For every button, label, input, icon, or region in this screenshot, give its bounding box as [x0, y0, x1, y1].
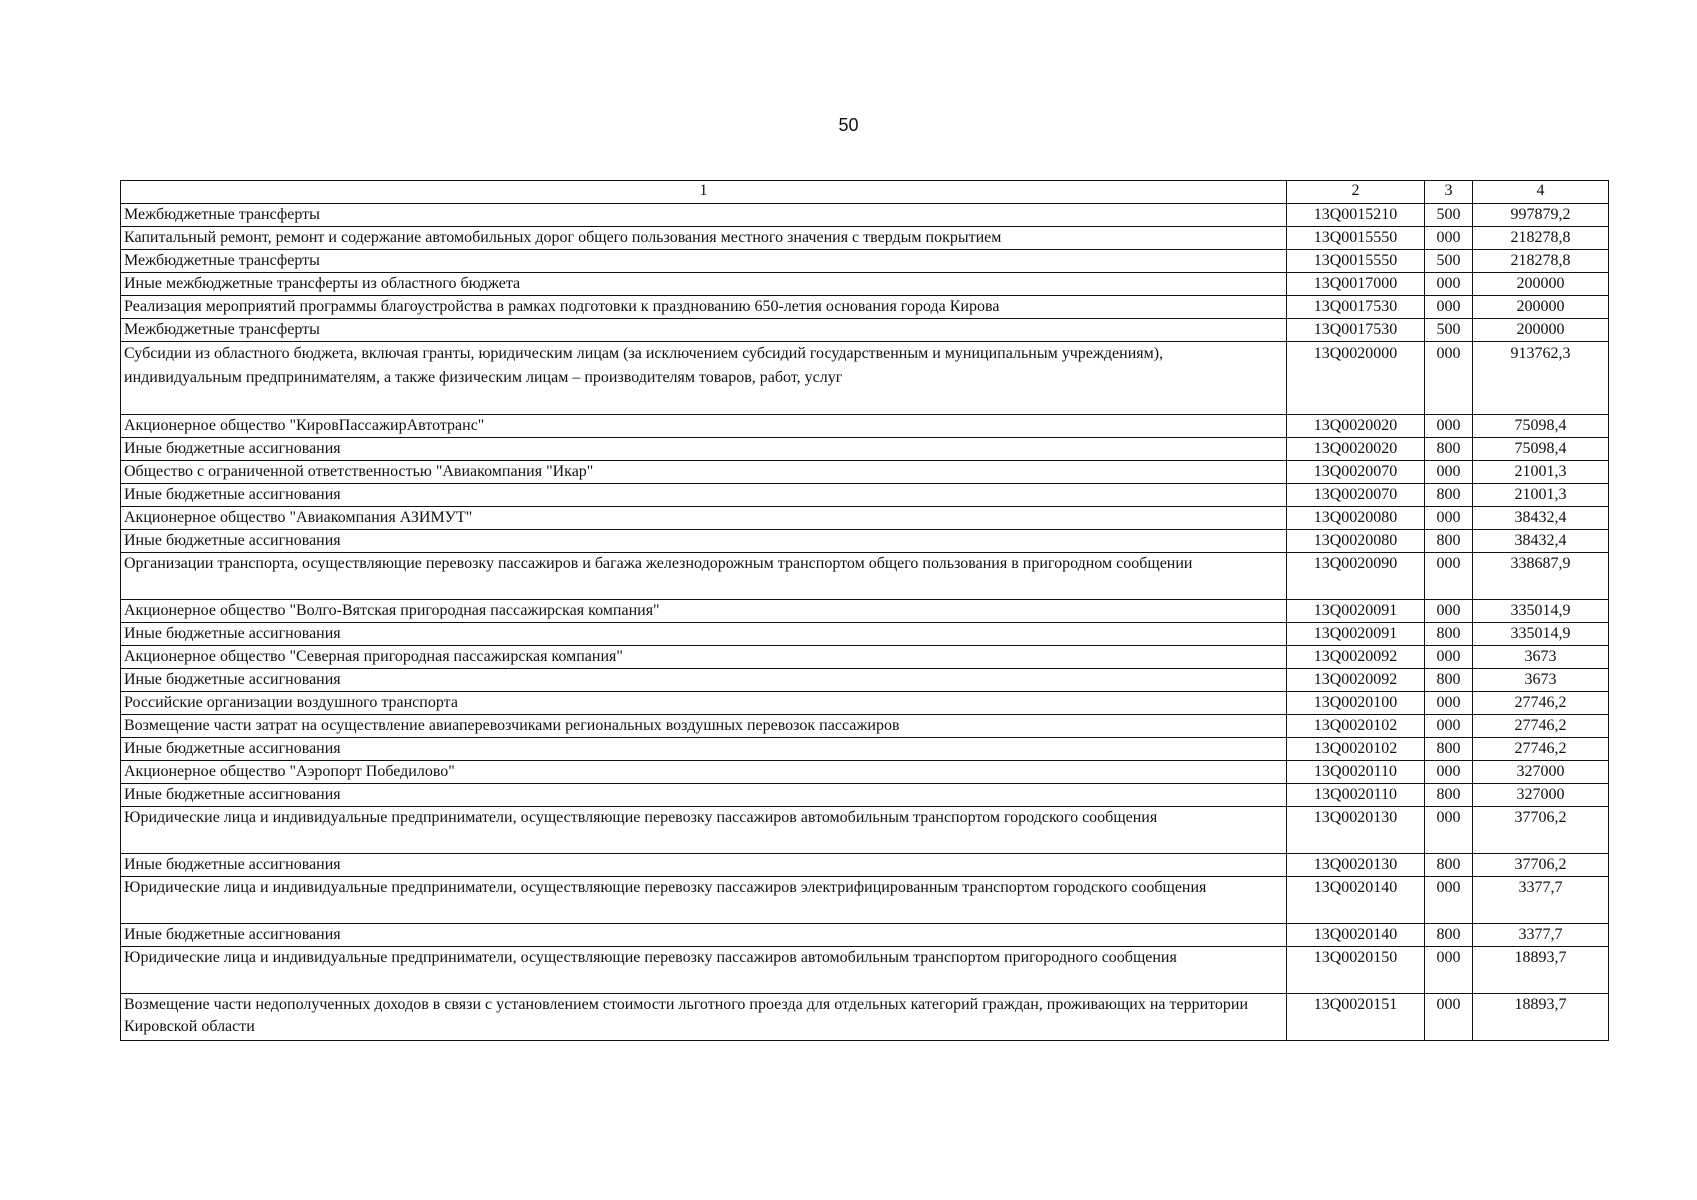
cell-kind: 800 [1425, 484, 1473, 507]
cell-sum: 335014,9 [1473, 623, 1609, 646]
table-row [121, 623, 1609, 646]
cell-name: Капитальный ремонт, ремонт и содержание автомобильных дорог общего пользования местного значения с твердым покрытием [121, 227, 1287, 250]
cell-code: 13Q0020000 [1287, 342, 1425, 415]
cell-name: Российские организации воздушного транспорта [121, 692, 1287, 715]
cell-kind: 000 [1425, 227, 1473, 250]
cell-kind: 000 [1425, 296, 1473, 319]
cell-code: 13Q0020070 [1287, 484, 1425, 507]
cell-code: 13Q0020140 [1287, 924, 1425, 947]
cell-sum: 218278,8 [1473, 250, 1609, 273]
page-number: 50 [838, 115, 859, 135]
cell-code: 13Q0020020 [1287, 415, 1425, 438]
table-row [121, 415, 1609, 438]
cell-name: Юридические лица и индивидуальные предприниматели, осуществляющие перевозку пассажиров автомобильным транспортом городского сообщения [121, 807, 1287, 854]
cell-kind: 500 [1425, 250, 1473, 273]
cell-name: Иные межбюджетные трансферты из областного бюджета [121, 273, 1287, 296]
cell-kind: 000 [1425, 600, 1473, 623]
table-row [121, 484, 1609, 507]
table-row [121, 715, 1609, 738]
table-row [121, 507, 1609, 530]
cell-kind: 000 [1425, 415, 1473, 438]
table-row [121, 924, 1609, 947]
cell-sum: 37706,2 [1473, 854, 1609, 877]
cell-code: 13Q0020102 [1287, 715, 1425, 738]
cell-sum: 38432,4 [1473, 507, 1609, 530]
cell-code: 13Q0015210 [1287, 204, 1425, 227]
cell-name: Иные бюджетные ассигнования [121, 738, 1287, 761]
cell-kind: 800 [1425, 530, 1473, 553]
cell-name: Юридические лица и индивидуальные предприниматели, осуществляющие перевозку пассажиров автомобильным транспортом пригородного сообщения [121, 947, 1287, 994]
cell-name: Возмещение части затрат на осуществление авиаперевозчиками региональных воздушных перевозок пассажиров [121, 715, 1287, 738]
table-row [121, 250, 1609, 273]
cell-sum: 335014,9 [1473, 600, 1609, 623]
cell-code: 13Q0015550 [1287, 250, 1425, 273]
table-row [121, 461, 1609, 484]
cell-name: Акционерное общество "КировПассажирАвтотранс" [121, 415, 1287, 438]
cell-sum: 18893,7 [1473, 947, 1609, 994]
cell-code: 13Q0020130 [1287, 807, 1425, 854]
cell-kind: 800 [1425, 784, 1473, 807]
cell-kind: 800 [1425, 924, 1473, 947]
cell-code: 13Q0017530 [1287, 319, 1425, 342]
cell-name: Акционерное общество "Авиакомпания АЗИМУТ" [121, 507, 1287, 530]
cell-code: 13Q0020092 [1287, 646, 1425, 669]
cell-code: 13Q0015550 [1287, 227, 1425, 250]
cell-name: Акционерное общество "Аэропорт Победилово" [121, 761, 1287, 784]
column-header-name: 1 [121, 181, 1287, 204]
cell-sum: 18893,7 [1473, 994, 1609, 1041]
cell-code: 13Q0020080 [1287, 507, 1425, 530]
column-header-kind: 3 [1425, 181, 1473, 204]
cell-sum: 38432,4 [1473, 530, 1609, 553]
cell-sum: 21001,3 [1473, 484, 1609, 507]
table-row [121, 319, 1609, 342]
table-row [121, 530, 1609, 553]
cell-code: 13Q0017530 [1287, 296, 1425, 319]
table-row [121, 947, 1609, 994]
column-header-sum: 4 [1473, 181, 1609, 204]
cell-kind: 000 [1425, 807, 1473, 854]
cell-sum: 21001,3 [1473, 461, 1609, 484]
cell-sum: 3673 [1473, 669, 1609, 692]
cell-name: Иные бюджетные ассигнования [121, 530, 1287, 553]
cell-code: 13Q0020092 [1287, 669, 1425, 692]
cell-kind: 800 [1425, 738, 1473, 761]
cell-sum: 3377,7 [1473, 877, 1609, 924]
table-row [121, 761, 1609, 784]
cell-sum: 27746,2 [1473, 715, 1609, 738]
table-row [121, 438, 1609, 461]
cell-kind: 000 [1425, 461, 1473, 484]
cell-kind: 000 [1425, 273, 1473, 296]
cell-name: Межбюджетные трансферты [121, 250, 1287, 273]
table-row [121, 204, 1609, 227]
cell-kind: 000 [1425, 994, 1473, 1041]
cell-name: Общество с ограниченной ответственностью "Авиакомпания "Икар" [121, 461, 1287, 484]
table-row [121, 669, 1609, 692]
cell-code: 13Q0020070 [1287, 461, 1425, 484]
cell-sum: 3377,7 [1473, 924, 1609, 947]
cell-code: 13Q0020102 [1287, 738, 1425, 761]
cell-sum: 200000 [1473, 296, 1609, 319]
cell-name: Реализация мероприятий программы благоустройства в рамках подготовки к празднованию 650-летия основания города Кирова [121, 296, 1287, 319]
cell-name: Иные бюджетные ассигнования [121, 924, 1287, 947]
cell-name: Иные бюджетные ассигнования [121, 784, 1287, 807]
cell-name: Межбюджетные трансферты [121, 204, 1287, 227]
cell-kind: 500 [1425, 319, 1473, 342]
cell-name: Иные бюджетные ассигнования [121, 669, 1287, 692]
cell-sum: 997879,2 [1473, 204, 1609, 227]
cell-code: 13Q0020151 [1287, 994, 1425, 1041]
cell-kind: 000 [1425, 715, 1473, 738]
cell-name: Межбюджетные трансферты [121, 319, 1287, 342]
cell-kind: 000 [1425, 877, 1473, 924]
cell-sum: 200000 [1473, 319, 1609, 342]
table-row [121, 784, 1609, 807]
cell-name: Акционерное общество "Волго-Вятская пригородная пассажирская компания" [121, 600, 1287, 623]
cell-kind: 800 [1425, 854, 1473, 877]
cell-kind: 800 [1425, 669, 1473, 692]
table-row [121, 296, 1609, 319]
cell-code: 13Q0020090 [1287, 553, 1425, 600]
cell-kind: 000 [1425, 692, 1473, 715]
cell-code: 13Q0017000 [1287, 273, 1425, 296]
cell-code: 13Q0020150 [1287, 947, 1425, 994]
cell-kind: 800 [1425, 623, 1473, 646]
cell-name: Иные бюджетные ассигнования [121, 623, 1287, 646]
table-header-row [121, 181, 1609, 204]
cell-code: 13Q0020140 [1287, 877, 1425, 924]
table-body [121, 204, 1609, 1041]
table-row [121, 807, 1609, 854]
cell-sum: 75098,4 [1473, 438, 1609, 461]
cell-code: 13Q0020091 [1287, 623, 1425, 646]
cell-code: 13Q0020110 [1287, 761, 1425, 784]
cell-code: 13Q0020080 [1287, 530, 1425, 553]
cell-kind: 000 [1425, 761, 1473, 784]
table-row [121, 877, 1609, 924]
cell-code: 13Q0020020 [1287, 438, 1425, 461]
cell-sum: 27746,2 [1473, 692, 1609, 715]
cell-name: Юридические лица и индивидуальные предприниматели, осуществляющие перевозку пассажиров электрифицированным транспортом городского сообщения [121, 877, 1287, 924]
budget-table [120, 180, 1609, 1041]
cell-sum: 327000 [1473, 784, 1609, 807]
cell-sum: 338687,9 [1473, 553, 1609, 600]
cell-code: 13Q0020091 [1287, 600, 1425, 623]
cell-sum: 327000 [1473, 761, 1609, 784]
cell-code: 13Q0020100 [1287, 692, 1425, 715]
cell-kind: 000 [1425, 342, 1473, 415]
cell-sum: 37706,2 [1473, 807, 1609, 854]
table-row [121, 692, 1609, 715]
cell-sum: 3673 [1473, 646, 1609, 669]
table-row [121, 273, 1609, 296]
cell-sum: 75098,4 [1473, 415, 1609, 438]
table-row [121, 738, 1609, 761]
cell-name: Организации транспорта, осуществляющие перевозку пассажиров и багажа железнодорожным транспортом общего пользования в пригородном сообщении [121, 553, 1287, 600]
table-row [121, 553, 1609, 600]
cell-name: Возмещение части недополученных доходов в связи с установлением стоимости льготного проезда для отдельных категорий граждан, проживающих на территории Кировской области [121, 994, 1287, 1041]
cell-code: 13Q0020110 [1287, 784, 1425, 807]
cell-name: Иные бюджетные ассигнования [121, 484, 1287, 507]
table-row [121, 342, 1609, 415]
table-row [121, 227, 1609, 250]
cell-kind: 500 [1425, 204, 1473, 227]
cell-kind: 800 [1425, 438, 1473, 461]
cell-name: Акционерное общество "Северная пригородная пассажирская компания" [121, 646, 1287, 669]
cell-name: Иные бюджетные ассигнования [121, 438, 1287, 461]
table-row [121, 646, 1609, 669]
cell-kind: 000 [1425, 947, 1473, 994]
cell-kind: 000 [1425, 646, 1473, 669]
cell-sum: 200000 [1473, 273, 1609, 296]
column-header-code: 2 [1287, 181, 1425, 204]
cell-kind: 000 [1425, 553, 1473, 600]
table-row [121, 854, 1609, 877]
cell-sum: 218278,8 [1473, 227, 1609, 250]
cell-code: 13Q0020130 [1287, 854, 1425, 877]
table-row [121, 600, 1609, 623]
cell-name: Субсидии из областного бюджета, включая гранты, юридическим лицам (за исключением субсидий государственным и муниципальным учреждениям), индивидуальным предпринимателям, а также физическим лицам – производителям товаров, работ, услуг [121, 342, 1287, 415]
cell-sum: 27746,2 [1473, 738, 1609, 761]
cell-sum: 913762,3 [1473, 342, 1609, 415]
cell-kind: 000 [1425, 507, 1473, 530]
cell-name: Иные бюджетные ассигнования [121, 854, 1287, 877]
table-row [121, 994, 1609, 1041]
